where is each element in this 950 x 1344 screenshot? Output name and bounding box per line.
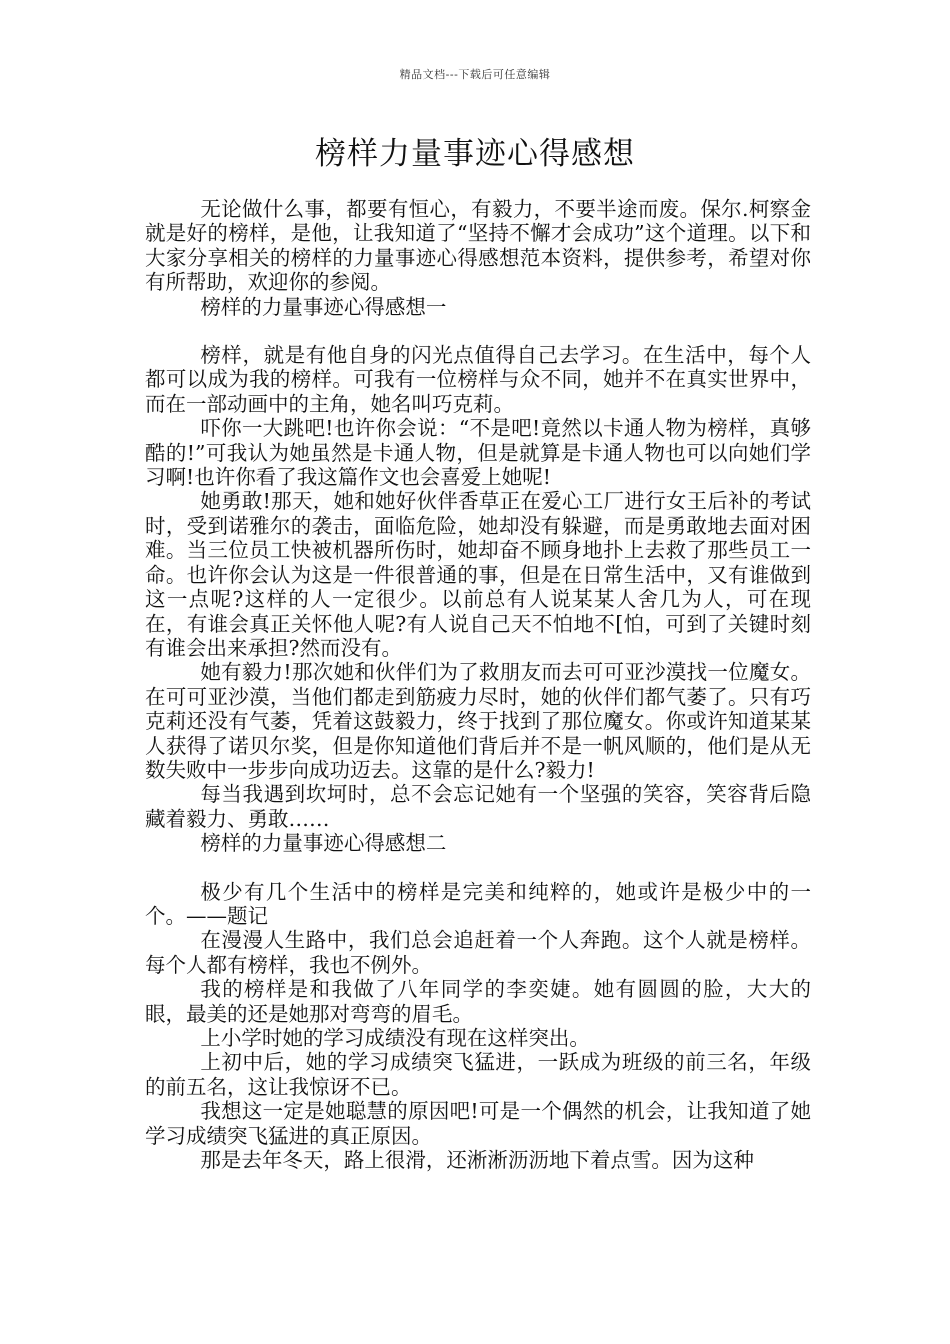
blank-line (145, 856, 811, 880)
paragraph: 榜样，就是有他自身的闪光点值得自己去学习。在生活中，每个人都可以成为我的榜样。可我有一位榜样与众不同，她并不在真实世界中，而在一部动画中的主角，她名叫巧克莉。 (145, 343, 811, 416)
paragraph: 上小学时她的学习成绩没有现在这样突出。 (200, 1026, 590, 1050)
paragraph: 吓你一大跳吧!也许你会说：“不是吧!竟然以卡通人物为榜样，真够酷的!”可我认为她虽然是卡通人物，但是就算是卡通人物也可以向她们学习啊!也许你看了我这篇作文也会喜爱上她呢! (145, 416, 811, 490)
paragraph: 她勇敢!那天，她和她好伙伴香草正在爱心工厂进行女王后补的考试时，受到诺雅尔的袭击，面临危险，她却没有躲避，而是勇敢地去面对困难。当三位员工快被机器所伤时，她却奋不顾身地扑上去救了那些员工一命。也许你会认为这是一件很普通的事，但是在日常生活中，又有谁做到这一点呢?这样的人一定很少。以前总有人说某某人舍几为人，可在现在，有谁会真正关怀他人呢?有人说自己天不怕地不[怕，可到了关键时刻有谁会出来承担?然而没有。 (145, 489, 811, 660)
section-heading-1: 榜样的力量事迹心得感想一 (200, 294, 447, 319)
document-body (145, 197, 811, 1172)
paragraph: 她有毅力!那次她和伙伴们为了救朋友而去可可亚沙漠找一位魔女。在可可亚沙漠，当他们都走到筋疲力尽时，她的伙伴们都气萎了。只有巧克莉还没有气萎，凭着这鼓毅力，终于找到了那位魔女。你或许知道某某人获得了诺贝尔奖，但是你知道他们背后并不是一帆风顺的，他们是从无数失败中一步步向成功迈去。这靠的是什么?毅力! (145, 660, 811, 782)
header-note: 精品文档---下载后可任意编辑 (399, 68, 551, 81)
paragraph: 我想这一定是她聪慧的原因吧!可是一个偶然的机会，让我知道了她学习成绩突飞猛进的真正原因。 (145, 1099, 811, 1148)
paragraph: 每当我遇到坎坷时，总不会忘记她有一个坚强的笑容，笑容背后隐藏着毅力、勇敢…… (145, 782, 811, 831)
paragraph: 上初中后，她的学习成绩突飞猛进，一跃成为班级的前三名，年级的前五名，这让我惊讶不已。 (145, 1050, 811, 1099)
paragraph: 极少有几个生活中的榜样是完美和纯粹的，她或许是极少中的一个。——题记 (145, 879, 811, 928)
page-title: 榜样力量事迹心得感想 (315, 136, 635, 172)
paragraph: 那是去年冬天，路上很滑，还淅淅沥沥地下着点雪。因为这种 (200, 1148, 754, 1173)
section-heading-2: 榜样的力量事迹心得感想二 (200, 831, 447, 856)
paragraph: 在漫漫人生路中，我们总会追赶着一个人奔跑。这个人就是榜样。每个人都有榜样，我也不例外。 (145, 928, 811, 977)
paragraph-intro: 无论做什么事，都要有恒心，有毅力，不要半途而废。保尔.柯察金就是好的榜样，是他，让我知道了“坚持不懈才会成功”这个道理。以下和大家分享相关的榜样的力量事迹心得感想范本资料，提供参考，希望对你有所帮助，欢迎你的参阅。 (145, 197, 811, 295)
blank-line (145, 319, 811, 343)
paragraph: 我的榜样是和我做了八年同学的李奕婕。她有圆圆的脸，大大的眼，最美的还是她那对弯弯的眉毛。 (145, 977, 811, 1026)
